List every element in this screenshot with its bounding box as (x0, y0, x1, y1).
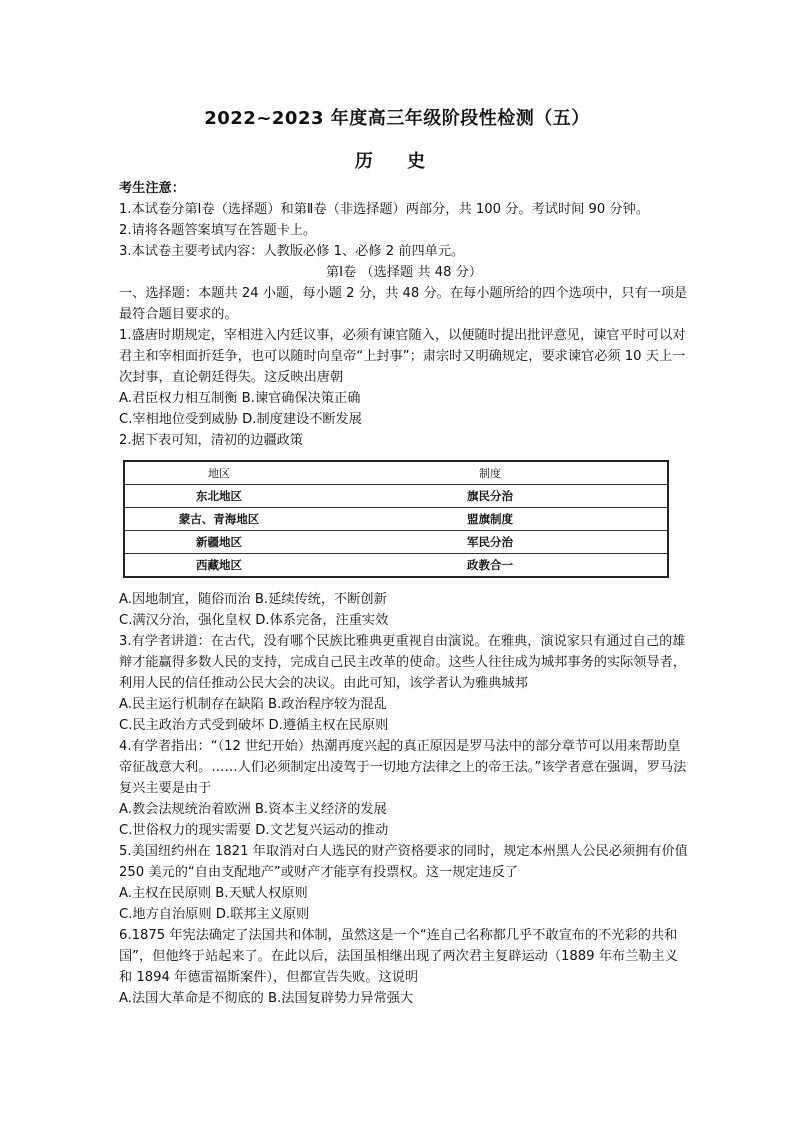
table-header-cell: 地区 (208, 466, 230, 480)
question-stem: 6.1875 年宪法确定了法国共和体制，虽然这是一个“连自己名称都几乎不敢宣布的不光彩的共和国”，但他终于站起来了。在此以后，法国虽相继出现了两次君主复辟运动（1889 年布兰勒主义和 1894 年德雷福斯案件），但都宣告失败。这说明 (119, 928, 678, 985)
question-stem: 5.美国纽约州在 1821 年取消对白人选民的财产资格要求的同时，规定本州黑人公民必须拥有价值 250 美元的“自由支配地产”或财产才能享有投票权。这一规定违反了 (119, 844, 688, 880)
table-cell: 东北地区 (124, 485, 313, 508)
question-4 (119, 736, 689, 841)
question-6 (119, 925, 689, 1009)
question-2 (119, 430, 689, 631)
question-option: C.世俗权力的现实需要 D.文艺复兴运动的推动 (119, 823, 389, 838)
question-option: C.地方自治原则 D.联邦主义原则 (119, 907, 310, 922)
question-option: C.满汉分治，强化皇权 D.体系完备，注重实效 (119, 613, 389, 628)
subject-title: 历 史 (354, 151, 440, 172)
table-cell: 军民分治 (313, 531, 668, 554)
question-option: A.君臣权力相互制衡 B.谏官确保决策正确 (119, 391, 361, 406)
question-1 (119, 325, 689, 430)
table-row (124, 485, 668, 508)
table-cell: 政教合一 (313, 554, 668, 578)
question-option: A.因地制宜，随俗而治 B.延续传统，不断创新 (119, 592, 387, 607)
notice-heading: 考生注意： (119, 181, 185, 196)
question-5 (119, 841, 689, 925)
table-cell: 西藏地区 (124, 554, 313, 578)
question-option: A.教会法规统治着欧洲 B.资本主义经济的发展 (119, 802, 387, 817)
frontier-policy-table (123, 460, 669, 578)
table-row (124, 554, 668, 578)
section-instruction: 一、选择题：本题共 24 小题，每小题 2 分，共 48 分。在每小题所给的四个选项中，只有一项是最符合题目要求的。 (119, 286, 688, 322)
question-stem: 1.盛唐时期规定，宰相进入内廷议事，必须有谏官随入，以便随时提出批评意见，谏官平时可以对君主和宰相面折廷争，也可以随时向皇帝“上封事”；肃宗时又明确规定，要求谏官必须 10 天上一次封事，直论朝廷得失。这反映出唐朝 (119, 328, 686, 385)
question-stem: 3.有学者讲道：在古代，没有哪个民族比雅典更重视自由演说。在雅典，演说家只有通过自己的雄辩才能赢得多数人民的支持，完成自己民主改革的使命。这些人往往成为城邦事务的实际领导者，利用人民的信任推动公民大会的决议。由此可知，该学者认为雅典城邦 (119, 634, 687, 691)
question-option: A.主权在民原则 B.天赋人权原则 (119, 886, 308, 901)
question-option: C.宰相地位受到威胁 D.制度建设不断发展 (119, 412, 362, 427)
table-cell: 旗民分治 (313, 485, 668, 508)
table-cell: 盟旗制度 (313, 508, 668, 531)
table-row (124, 508, 668, 531)
table-cell: 蒙古、青海地区 (124, 508, 313, 531)
question-option: C.民主政治方式受到破坏 D.遵循主权在民原则 (119, 718, 389, 733)
question-stem: 4.有学者指出：“（12 世纪开始）热潮再度兴起的真正原因是罗马法中的部分章节可以用来帮助皇帝征战意大利。……人们必须制定出凌驾于一切地方法律之上的帝王法。”该学者意在强调，罗马法复兴主要是由于 (119, 739, 687, 796)
exam-title: 2022~2023 年度高三年级阶段性检测（五） (204, 108, 590, 129)
exam-body (119, 178, 689, 1009)
question-3 (119, 631, 689, 736)
notice-item: 2.请将各题答案填写在答题卡上。 (119, 223, 317, 238)
question-option: A.法国大革命是不彻底的 B.法国复辟势力异常强大 (119, 991, 414, 1006)
table-header-row (124, 461, 668, 485)
section-title: 第Ⅰ卷 （选择题 共 48 分） (325, 265, 483, 280)
table-header-cell: 制度 (479, 466, 501, 480)
notice-item: 1.本试卷分第Ⅰ卷（选择题）和第Ⅱ卷（非选择题）两部分，共 100 分。考试时间 90 分钟。 (119, 202, 650, 217)
question-stem: 2.据下表可知，清初的边疆政策 (119, 433, 304, 448)
table-cell: 新疆地区 (124, 531, 313, 554)
question-option: A.民主运行机制存在缺陷 B.政治程序较为混乱 (119, 697, 387, 712)
table-row (124, 531, 668, 554)
notice-item: 3.本试卷主要考试内容：人教版必修 1、必修 2 前四单元。 (119, 244, 465, 259)
